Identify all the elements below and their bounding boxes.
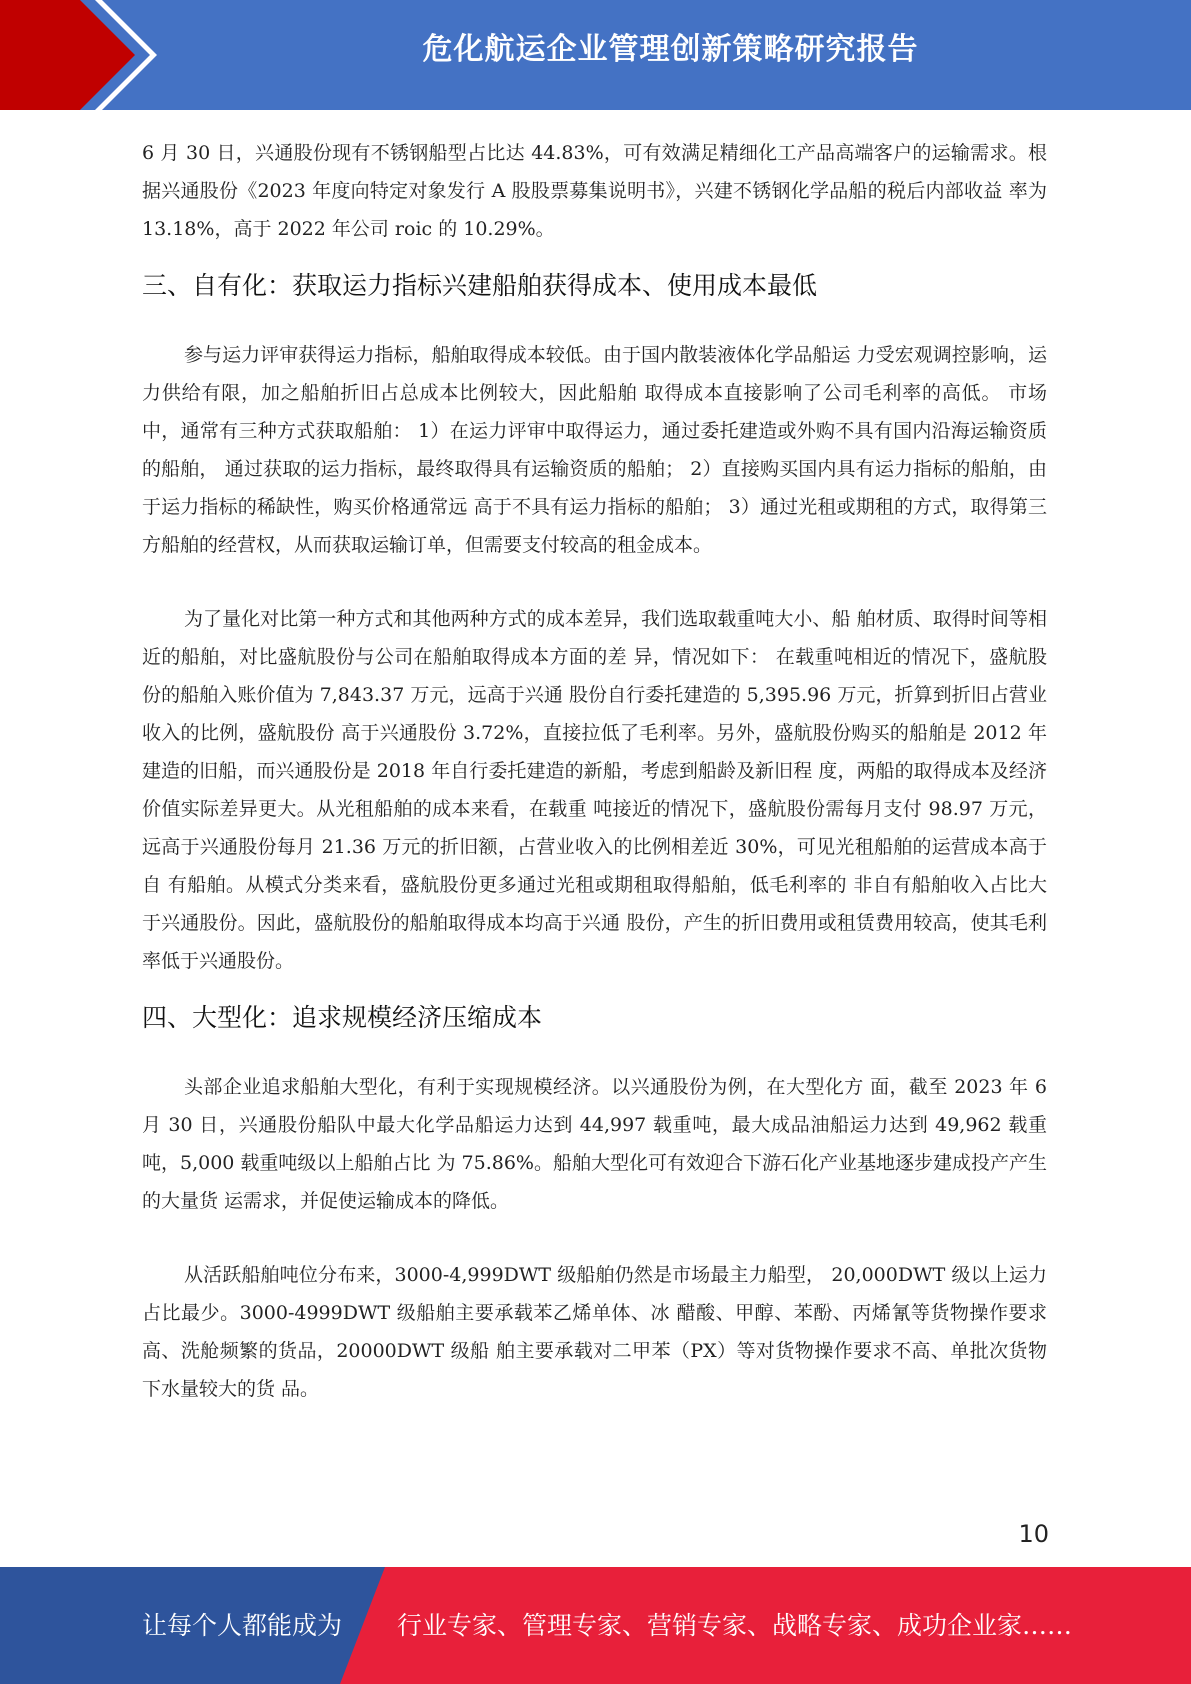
header-red-arrow-decoration: [0, 0, 150, 110]
section-heading-4: 四、大型化：追求规模经济压缩成本: [142, 1003, 543, 1032]
document-body: [142, 134, 1047, 1408]
report-title: 危化航运企业管理创新策略研究报告: [422, 32, 919, 67]
footer-slogan-left: 让每个人都能成为: [142, 1611, 343, 1640]
page-number: 10: [1018, 1520, 1049, 1548]
paragraph-capacity-review: 参与运力评审获得运力指标，船舶取得成本较低。由于国内散装液体化学品船运 力受宏观调控影响，运力供给有限，加之船舶折旧占总成本比例较大，因此船舶 取得成本直接影响了公司毛利率的高低。 市场中，通常有三种方式获取船舶： 1）在运力评审中取得运力，通过委托建造或外购不具有国内沿海运输资质的船舶， 通过获取的运力指标，最终取得具有运输资质的船舶； 2）直接购买国内具有运力指标的船舶，由于运力指标的稀缺性，购买价格通常远 高于不具有运力指标的船舶； 3）通过光租或期租的方式，取得第三方船舶的经营权，从而获取运输订单，但需要支付较高的租金成本。: [142, 344, 1047, 556]
page-footer: [0, 1567, 1191, 1684]
paragraph-cost-comparison: 为了量化对比第一种方式和其他两种方式的成本差异，我们选取载重吨大小、船 舶材质、取得时间等相近的船舶，对比盛航股份与公司在船舶取得成本方面的差 异，情况如下： 在载重吨相近的情况下，盛航股份的船舶入账价值为 7,843.37 万元，远高于兴通 股份自行委托建造的 5,395.96 万元，折算到折旧占营业收入的比例，盛航股份 高于兴通股份 3.72%，直接拉低了毛利率。另外，盛航股份购买的船舶是 2012 年 建造的旧船，而兴通股份是 2018 年自行委托建造的新船，考虑到船龄及新旧程 度，两船的取得成本及经济价值实际差异更大。从光租船舶的成本来看，在载重 吨接近的情况下，盛航股份需每月支付 98.97 万元，远高于兴通股份每月 21.36 万元的折旧额，占营业收入的比例相差近 30%，可见光租船舶的运营成本高于自 有船舶。从模式分类来看，盛航股份更多通过光租或期租取得船舶，低毛利率的 非自有船舶收入占比大于兴通股份。因此，盛航股份的船舶取得成本均高于兴通 股份，产生的折旧费用或租赁费用较高，使其毛利率低于兴通股份。: [142, 608, 1047, 972]
paragraph-scale-economy: 头部企业追求船舶大型化，有利于实现规模经济。以兴通股份为例，在大型化方 面，截至 2023 年 6 月 30 日，兴通股份船队中最大化学品船运力达到 44,997 载重吨，最大成品油船运力达到 49,962 载重吨，5,000 载重吨级以上船舶占比 为 75.86%。船舶大型化可有效迎合下游石化产业基地逐步建成投产产生的大量货 运需求，并促使运输成本的降低。: [142, 1076, 1047, 1212]
section-heading-3: 三、自有化：获取运力指标兴建船舶获得成本、使用成本最低: [142, 271, 818, 300]
paragraph-tonnage-distribution: 从活跃船舶吨位分布来，3000-4,999DWT 级船舶仍然是市场最主力船型， 20,000DWT 级以上运力占比最少。3000-4999DWT 级船舶主要承载苯乙烯单体、冰 醋酸、甲醇、苯酚、丙烯氰等货物操作要求高、洗舱频繁的货品，20000DWT 级船 舶主要承载对二甲苯（PX）等对货物操作要求不高、单批次货物下水量较大的货 品。: [142, 1264, 1047, 1400]
paragraph-continuation: 6 月 30 日，兴通股份现有不锈钢船型占比达 44.83%，可有效满足精细化工产品高端客户的运输需求。根据兴通股份《2023 年度向特定对象发行 A 股股票募集说明书》，兴建不锈钢化学品船的税后内部收益 率为 13.18%，高于 2022 年公司 roic 的 10.29%。: [142, 142, 1047, 240]
page-header: [0, 0, 1191, 110]
footer-slogan-right: 行业专家、管理专家、营销专家、战略专家、成功企业家……: [397, 1611, 1073, 1640]
